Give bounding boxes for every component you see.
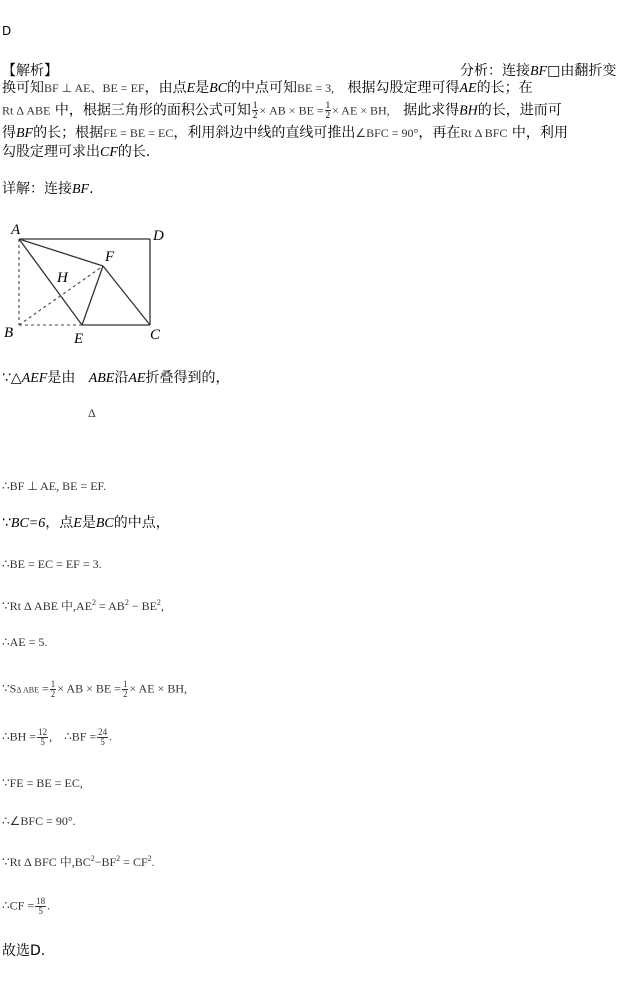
text: 的长；根据 xyxy=(33,125,104,141)
text: 得 xyxy=(2,125,16,141)
superscript: 2 xyxy=(90,854,95,863)
superscript: 2 xyxy=(92,598,97,607)
segment-fe xyxy=(82,266,103,325)
superscript: 2 xyxy=(124,598,129,607)
fraction-half xyxy=(325,101,332,120)
superscript: 2 xyxy=(156,598,161,607)
text: 的长. xyxy=(117,144,151,160)
section-title: 【解析】 xyxy=(2,63,58,79)
numerator: 1 xyxy=(50,679,56,689)
segment-af xyxy=(19,239,103,266)
text: 折叠得到的， xyxy=(145,370,230,386)
text: ，再在 xyxy=(418,125,461,141)
denominator: 2 xyxy=(325,110,331,120)
analysis-heading xyxy=(460,63,616,80)
text: 沿 xyxy=(114,370,129,386)
step-7 xyxy=(2,680,187,699)
superscript: 2 xyxy=(147,854,152,863)
text: ∴BF = xyxy=(64,729,97,744)
fraction-half xyxy=(252,101,259,120)
numerator: 18 xyxy=(36,896,46,906)
equation: Rt Δ ABE xyxy=(2,103,51,118)
analysis-line-3 xyxy=(2,125,568,142)
label-b: B xyxy=(4,325,14,341)
equation: Rt Δ BFC xyxy=(460,126,508,140)
text: . xyxy=(47,898,51,913)
detail-label: 详解：连接 xyxy=(2,181,72,197)
label-e: E xyxy=(74,331,84,347)
text: , xyxy=(160,599,164,613)
equation: BE = 3, xyxy=(297,81,335,95)
fraction-bf xyxy=(97,728,108,747)
text: 换可知 xyxy=(2,80,44,96)
segment-label: BC xyxy=(95,516,114,531)
text: −BF xyxy=(94,855,117,869)
text: ，利用斜边中线的直线可推出 xyxy=(173,125,356,141)
label-f: F xyxy=(105,249,115,265)
step-12 xyxy=(2,897,50,916)
analysis-line-2 xyxy=(2,101,562,120)
denominator: 2 xyxy=(50,689,56,699)
text: 勾股定理可求出 xyxy=(2,144,100,160)
denominator: 2 xyxy=(122,689,128,699)
text: ∵ xyxy=(2,515,11,531)
text: = AB xyxy=(96,599,125,613)
equation: × AB × BE = xyxy=(259,103,324,118)
analysis-tail: □由翻折变 xyxy=(547,63,617,79)
text: ，点 xyxy=(45,515,74,531)
text: , xyxy=(49,729,53,744)
numerator: 12 xyxy=(38,727,48,737)
step-6: ∴AE = 5. xyxy=(2,635,48,649)
fraction-bh xyxy=(37,728,48,747)
text: 据此求得 xyxy=(403,102,460,119)
segment-label: BF xyxy=(16,126,34,141)
text: 根据勾股定理可得 xyxy=(347,80,460,96)
fraction-cf xyxy=(35,897,46,916)
final-answer: 故选D. xyxy=(2,943,46,959)
text: . xyxy=(151,855,155,869)
analysis-label: 分析：连接 xyxy=(460,63,530,79)
subscript: Δ ABE xyxy=(16,685,40,695)
text: 的中点， xyxy=(113,515,170,531)
denominator: 5 xyxy=(100,737,105,747)
label-d: D xyxy=(153,228,164,244)
label-h: H xyxy=(57,270,68,286)
segment-label: AE xyxy=(459,81,477,96)
fraction-half xyxy=(50,680,57,699)
geometry-figure xyxy=(0,215,190,350)
step-4: ∴BE = EC = EF = 3. xyxy=(2,557,102,571)
label-c: C xyxy=(150,327,161,343)
equation: BC=6 xyxy=(10,516,46,531)
step-8 xyxy=(2,728,112,747)
denominator: 2 xyxy=(252,110,258,120)
numerator: 24 xyxy=(98,727,108,737)
point-label: E xyxy=(186,81,196,96)
text: ∴BH = xyxy=(2,729,37,744)
text: ∵Rt Δ BFC 中,BC xyxy=(2,855,91,869)
step-2: ∴BF ⊥ AE, BE = EF. xyxy=(2,479,107,493)
numerator: 1 xyxy=(122,679,128,689)
step-9: ∵FE = BE = EC, xyxy=(2,776,83,790)
segment-label: CF xyxy=(100,145,118,160)
text: 是 xyxy=(81,515,96,531)
analysis-bf: BF xyxy=(530,64,548,79)
step-5 xyxy=(2,597,164,614)
equation: ∠BFC = 90° xyxy=(355,126,419,140)
text: × AB × BE = xyxy=(57,681,121,696)
denominator: 5 xyxy=(38,906,43,916)
stray-triangle-symbol: Δ xyxy=(88,406,96,420)
text: 的长，进而可 xyxy=(477,102,562,119)
equation: BF ⊥ AE、BE = EF xyxy=(44,81,145,95)
numerator: 1 xyxy=(325,100,331,110)
text: ∵△ xyxy=(2,370,22,386)
text: = xyxy=(39,681,49,696)
segment-label: BC xyxy=(209,81,228,96)
triangle-label: ABE xyxy=(88,371,115,386)
label-a: A xyxy=(11,222,21,238)
text: ∵Rt Δ ABE 中,AE xyxy=(2,599,93,613)
fraction-half xyxy=(122,680,129,699)
text: ∴CF = xyxy=(2,898,35,913)
triangle-label: AEF xyxy=(21,371,48,386)
segment-label: BF xyxy=(72,182,90,197)
text: 的中点可知 xyxy=(227,80,298,96)
equation: FE = BE = EC xyxy=(103,126,174,140)
text: 中，根据三角形的面积公式可知 xyxy=(54,102,251,119)
answer-letter: D xyxy=(2,24,12,38)
segment-ae xyxy=(19,239,82,325)
numerator: 1 xyxy=(252,100,258,110)
point-label: E xyxy=(73,516,82,531)
text: 的长；在 xyxy=(476,80,533,96)
text: − BE xyxy=(128,599,157,613)
text: . xyxy=(109,729,113,744)
text: ∵S xyxy=(2,681,17,696)
step-3 xyxy=(2,515,170,532)
equation: × AE × BH, xyxy=(332,103,390,118)
segment-label: BH xyxy=(459,103,478,119)
text: = CF xyxy=(120,855,148,869)
text: 是 xyxy=(195,80,210,96)
step-1 xyxy=(2,370,229,387)
text: × AE × BH, xyxy=(129,681,187,696)
analysis-line-4 xyxy=(2,144,150,161)
step-10: ∴∠BFC = 90°. xyxy=(2,814,76,828)
step-11 xyxy=(2,853,155,870)
analysis-line-1 xyxy=(2,80,533,97)
segment-fc xyxy=(103,266,150,325)
segment-label: AE xyxy=(128,371,146,386)
text: 是由 xyxy=(47,370,76,386)
superscript: 2 xyxy=(116,854,121,863)
text: . xyxy=(89,181,94,197)
denominator: 5 xyxy=(40,737,45,747)
text: ，由点 xyxy=(144,80,187,96)
text: 中，利用 xyxy=(511,125,568,141)
detail-heading xyxy=(2,181,94,198)
